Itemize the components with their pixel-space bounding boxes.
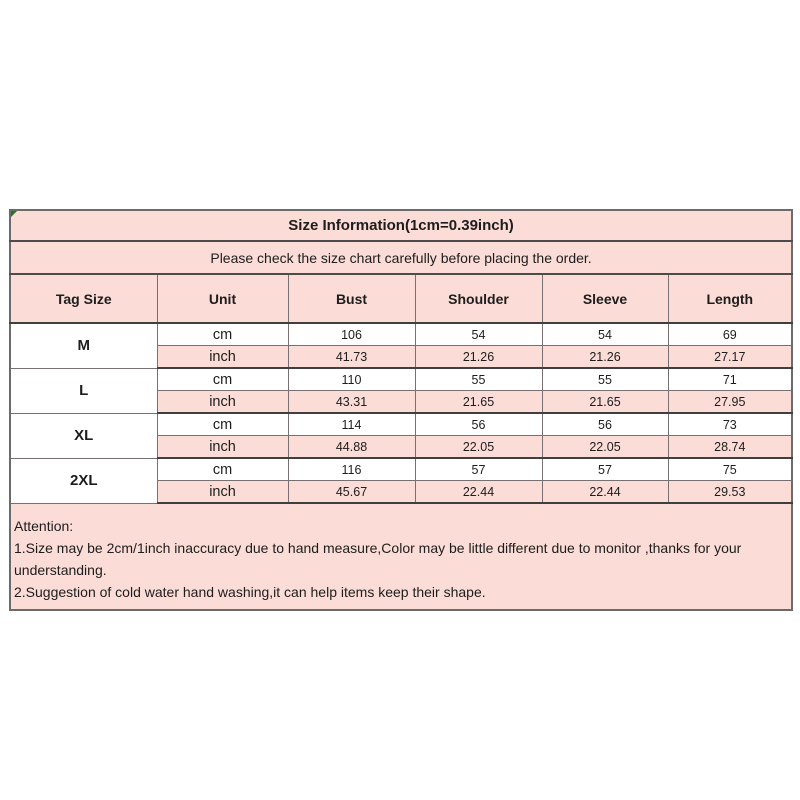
- unit-label: cm: [157, 458, 288, 481]
- cell-xl-shoulder-cm: 56: [415, 413, 542, 436]
- col-header-sleeve: Sleeve: [542, 274, 668, 323]
- cell-l-length-inch: 27.95: [668, 391, 792, 414]
- cell-xl-sleeve-inch: 22.05: [542, 436, 668, 459]
- unit-label: cm: [157, 323, 288, 346]
- cell-m-bust-inch: 41.73: [288, 346, 415, 369]
- cell-l-bust-cm: 110: [288, 368, 415, 391]
- table-row-l-cm: [10, 368, 792, 391]
- attention-line-2: 2.Suggestion of cold water hand washing,it can help items keep their shape.: [14, 584, 486, 600]
- cell-m-shoulder-inch: 21.26: [415, 346, 542, 369]
- attention-note: [10, 503, 792, 610]
- cell-l-sleeve-inch: 21.65: [542, 391, 668, 414]
- cell-l-sleeve-cm: 55: [542, 368, 668, 391]
- cell-m-length-cm: 69: [668, 323, 792, 346]
- unit-label: inch: [157, 346, 288, 369]
- col-header-length: Length: [668, 274, 792, 323]
- cell-2xl-length-cm: 75: [668, 458, 792, 481]
- subtitle-row: [10, 241, 792, 274]
- cell-m-sleeve-inch: 21.26: [542, 346, 668, 369]
- table-subtitle: Please check the size chart carefully before placing the order.: [10, 241, 792, 274]
- cell-xl-shoulder-inch: 22.05: [415, 436, 542, 459]
- cell-l-shoulder-inch: 21.65: [415, 391, 542, 414]
- cell-xl-sleeve-cm: 56: [542, 413, 668, 436]
- title-row: [10, 210, 792, 241]
- header-row: [10, 274, 792, 323]
- size-label-xl: XL: [10, 413, 157, 458]
- cell-2xl-bust-inch: 45.67: [288, 481, 415, 504]
- cell-2xl-shoulder-inch: 22.44: [415, 481, 542, 504]
- table-row-m-cm: [10, 323, 792, 346]
- cell-l-length-cm: 71: [668, 368, 792, 391]
- col-header-unit: Unit: [157, 274, 288, 323]
- cell-m-bust-cm: 106: [288, 323, 415, 346]
- unit-label: inch: [157, 481, 288, 504]
- cell-xl-bust-inch: 44.88: [288, 436, 415, 459]
- unit-label: cm: [157, 413, 288, 436]
- cell-xl-length-cm: 73: [668, 413, 792, 436]
- table-row-2xl-cm: [10, 458, 792, 481]
- cell-xl-bust-cm: 114: [288, 413, 415, 436]
- cell-2xl-sleeve-inch: 22.44: [542, 481, 668, 504]
- corner-marker-icon: [11, 211, 17, 217]
- attention-line-1: 1.Size may be 2cm/1inch inaccuracy due to hand measure,Color may be little different due to monitor ,thanks for your understanding.: [14, 540, 742, 578]
- size-chart: [9, 209, 791, 611]
- cell-2xl-length-inch: 29.53: [668, 481, 792, 504]
- cell-l-shoulder-cm: 55: [415, 368, 542, 391]
- size-label-2xl: 2XL: [10, 458, 157, 503]
- cell-2xl-bust-cm: 116: [288, 458, 415, 481]
- cell-xl-length-inch: 28.74: [668, 436, 792, 459]
- col-header-bust: Bust: [288, 274, 415, 323]
- unit-label: inch: [157, 391, 288, 414]
- table-row-xl-cm: [10, 413, 792, 436]
- unit-label: inch: [157, 436, 288, 459]
- attention-row: [10, 503, 792, 610]
- cell-m-shoulder-cm: 54: [415, 323, 542, 346]
- table-title: Size Information(1cm=0.39inch): [10, 210, 792, 241]
- col-header-tag-size: Tag Size: [10, 274, 157, 323]
- cell-m-sleeve-cm: 54: [542, 323, 668, 346]
- cell-l-bust-inch: 43.31: [288, 391, 415, 414]
- size-chart-table: [9, 209, 793, 611]
- attention-heading: Attention:: [14, 518, 74, 534]
- cell-2xl-sleeve-cm: 57: [542, 458, 668, 481]
- size-label-l: L: [10, 368, 157, 413]
- col-header-shoulder: Shoulder: [415, 274, 542, 323]
- size-label-m: M: [10, 323, 157, 368]
- cell-2xl-shoulder-cm: 57: [415, 458, 542, 481]
- cell-m-length-inch: 27.17: [668, 346, 792, 369]
- unit-label: cm: [157, 368, 288, 391]
